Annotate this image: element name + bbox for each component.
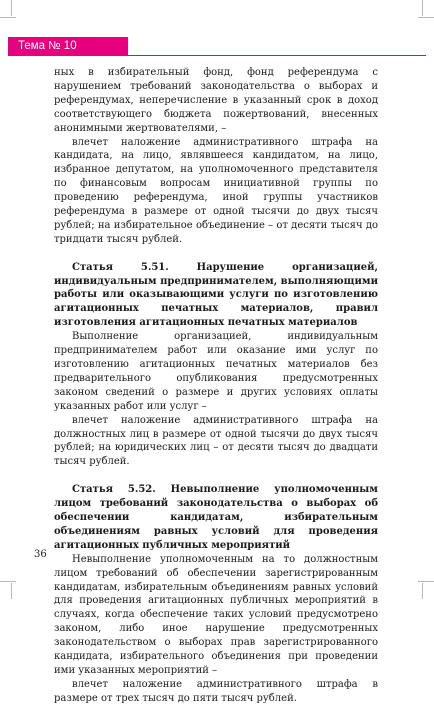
topic-tab <box>8 37 128 55</box>
page-body <box>54 66 378 706</box>
paragraph: Выполнение организацией, индивидуальным предпринимателем работ или оказание ими услуг по изготовлению агитационных печатных материалов без предварительного опубликования предусмотренных законом сведений о размере и других условиях оплаты указанных работ или услуг – <box>54 331 378 412</box>
crop-mark <box>0 581 16 582</box>
paragraph: Невыполнение уполномоченным на то должностным лицом требований об обеспечении зарегистрированным кандидатам, избирательным объединениям равных условий для проведения агитационных публичных мероприятий в случаях, когда обеспечение таких условий предусмотрено законом, либо иное нарушение предусмотренных законодательством о выборах прав зарегистрированного кандидата, избирательного объединения при проведении ими указанных мероприятий – <box>54 553 378 676</box>
article-heading: Статья 5.51. Нарушение организацией, индивидуальным предпринимателем, выполняющими работы или оказывающими услуги по изготовлению агитационных печатных материалов, правил изготовления агитационных печатных материалов <box>54 261 378 329</box>
page-number: 36 <box>34 549 47 560</box>
crop-mark <box>418 17 434 18</box>
paragraph: ных в избирательный фонд, фонд референдума с нарушением требований законодательства о выборах и референдумах, неперечисление в указанный срок в доход соответствующего бюджета пожертвований, внесенных анонимными жертвователями, – <box>54 67 378 134</box>
paragraph: влечет наложение административного штрафа в размере от трех тысяч до пяти тысяч рублей. <box>54 678 378 704</box>
crop-mark <box>422 583 423 599</box>
crop-mark <box>11 0 12 16</box>
topic-label: Тема № 10 <box>18 40 77 52</box>
crop-mark <box>422 0 423 16</box>
crop-mark <box>418 581 434 582</box>
paragraph: влечет наложение административного штрафа на должностных лиц в размере от одной тысячи до двух тысяч рублей; на юридических лиц – от десяти тысяч до двадцати тысяч рублей. <box>54 414 378 468</box>
topic-divider <box>8 55 426 56</box>
paragraph: влечет наложение административного штрафа на кандидата, на лицо, являвшееся кандидатом, на лицо, избранное депутатом, на уполномоченного представителя по финансовым вопросам инициативной группы по проведению референдума, иной группы участников референдума в размере от одной тысячи до двух тысяч рублей; на избирательное объединение – от десяти тысяч до тридцати тысяч рублей. <box>54 136 378 245</box>
crop-mark <box>0 17 16 18</box>
crop-mark <box>11 583 12 599</box>
article-heading: Статья 5.52. Невыполнение уполномоченным лицом требований законодательства о выборах об обеспечении кандидатам, избирательным объединениям равных условий для проведения агитационных публичных мероприятий <box>54 484 378 551</box>
